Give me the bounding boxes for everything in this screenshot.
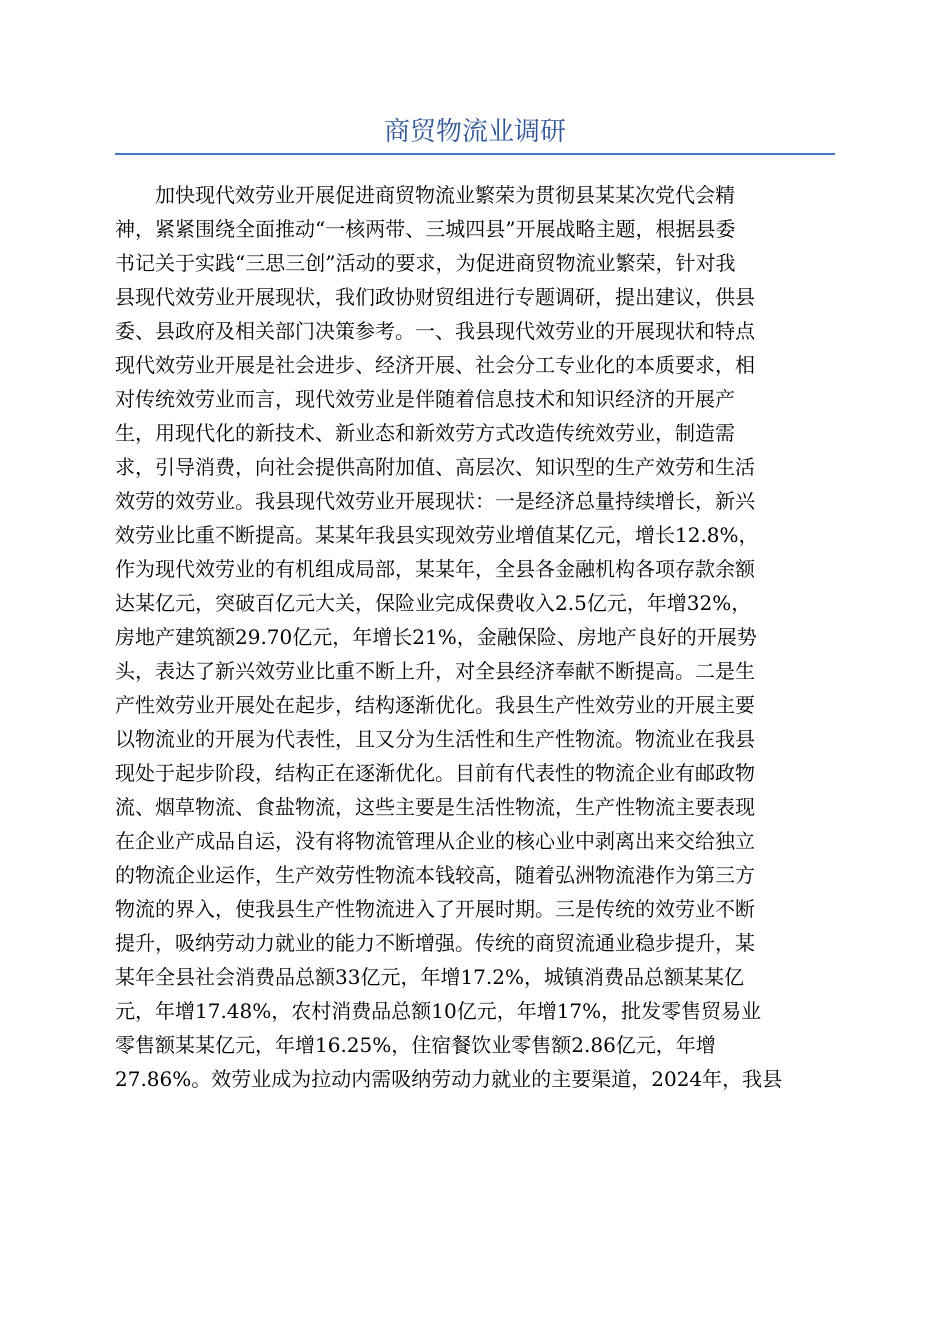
body-line: 现代效劳业开展是社会进步、经济开展、社会分工专业化的本质要求，相 xyxy=(115,353,755,377)
body-line: 书记关于实践“三思三创”活动的要求，为促进商贸物流业繁荣，针对我 xyxy=(115,251,736,275)
body-line: 生，用现代化的新技术、新业态和新效劳方式改造传统效劳业，制造需 xyxy=(115,421,735,445)
body-line: 零售额某某亿元，年增16.25%，住宿餐饮业零售额2.86亿元，年增 xyxy=(115,1033,716,1057)
body-line: 流、烟草物流、食盐物流，这些主要是生活性物流，生产性物流主要表现 xyxy=(115,795,755,819)
document-body xyxy=(115,178,835,1096)
body-line: 作为现代效劳业的有机组成局部，某某年，全县各金融机构各项存款余额 xyxy=(115,557,755,581)
body-line: 头，表达了新兴效劳业比重不断上升，对全县经济奉献不断提高。二是生 xyxy=(115,659,755,683)
body-line: 房地产建筑额29.70亿元，年增长21%，金融保险、房地产良好的开展势 xyxy=(115,625,757,649)
body-line: 27.86%。效劳业成为拉动内需吸纳劳动力就业的主要渠道，2024年，我县 xyxy=(115,1067,783,1091)
body-line: 某年全县社会消费品总额33亿元，年增17.2%，城镇消费品总额某某亿 xyxy=(115,965,744,989)
body-line: 效劳的效劳业。我县现代效劳业开展现状：一是经济总量持续增长，新兴 xyxy=(115,489,755,513)
body-line: 物流的界入，使我县生产性物流进入了开展时期。三是传统的效劳业不断 xyxy=(115,897,755,921)
body-line: 求，引导消费，向社会提供高附加值、高层次、知识型的生产效劳和生活 xyxy=(115,455,755,479)
body-line: 元，年增17.48%，农村消费品总额10亿元，年增17%，批发零售贸易业 xyxy=(115,999,762,1023)
body-line: 加快现代效劳业开展促进商贸物流业繁荣为贯彻县某某次党代会精 xyxy=(155,183,735,207)
body-line: 提升，吸纳劳动力就业的能力不断增强。传统的商贸流通业稳步提升，某 xyxy=(115,931,755,955)
body-line: 的物流企业运作，生产效劳性物流本钱较高，随着弘洲物流港作为第三方 xyxy=(115,863,755,887)
body-line: 效劳业比重不断提高。某某年我县实现效劳业增值某亿元，增长12.8%， xyxy=(115,523,759,547)
title-underline-rule xyxy=(115,153,835,155)
body-line: 产性效劳业开展处在起步，结构逐渐优化。我县生产性效劳业的开展主要 xyxy=(115,693,755,717)
body-line: 对传统效劳业而言，现代效劳业是伴随着信息技术和知识经济的开展产 xyxy=(115,387,735,411)
body-line: 神，紧紧围绕全面推动“一核两带、三城四县”开展战略主题，根据县委 xyxy=(115,217,736,241)
body-line: 委、县政府及相关部门决策参考。一、我县现代效劳业的开展现状和特点 xyxy=(115,319,755,343)
document-title: 商贸物流业调研 xyxy=(383,117,566,147)
body-line: 县现代效劳业开展现状，我们政协财贸组进行专题调研，提出建议，供县 xyxy=(115,285,755,309)
body-line: 达某亿元，突破百亿元大关，保险业完成保费收入2.5亿元，年增32%， xyxy=(115,591,752,615)
body-line: 在企业产成品自运，没有将物流管理从企业的核心业中剥离出来交给独立 xyxy=(115,829,755,853)
body-line: 以物流业的开展为代表性，且又分为生活性和生产性物流。物流业在我县 xyxy=(115,727,755,751)
body-line: 现处于起步阶段，结构正在逐渐优化。目前有代表性的物流企业有邮政物 xyxy=(115,761,755,785)
